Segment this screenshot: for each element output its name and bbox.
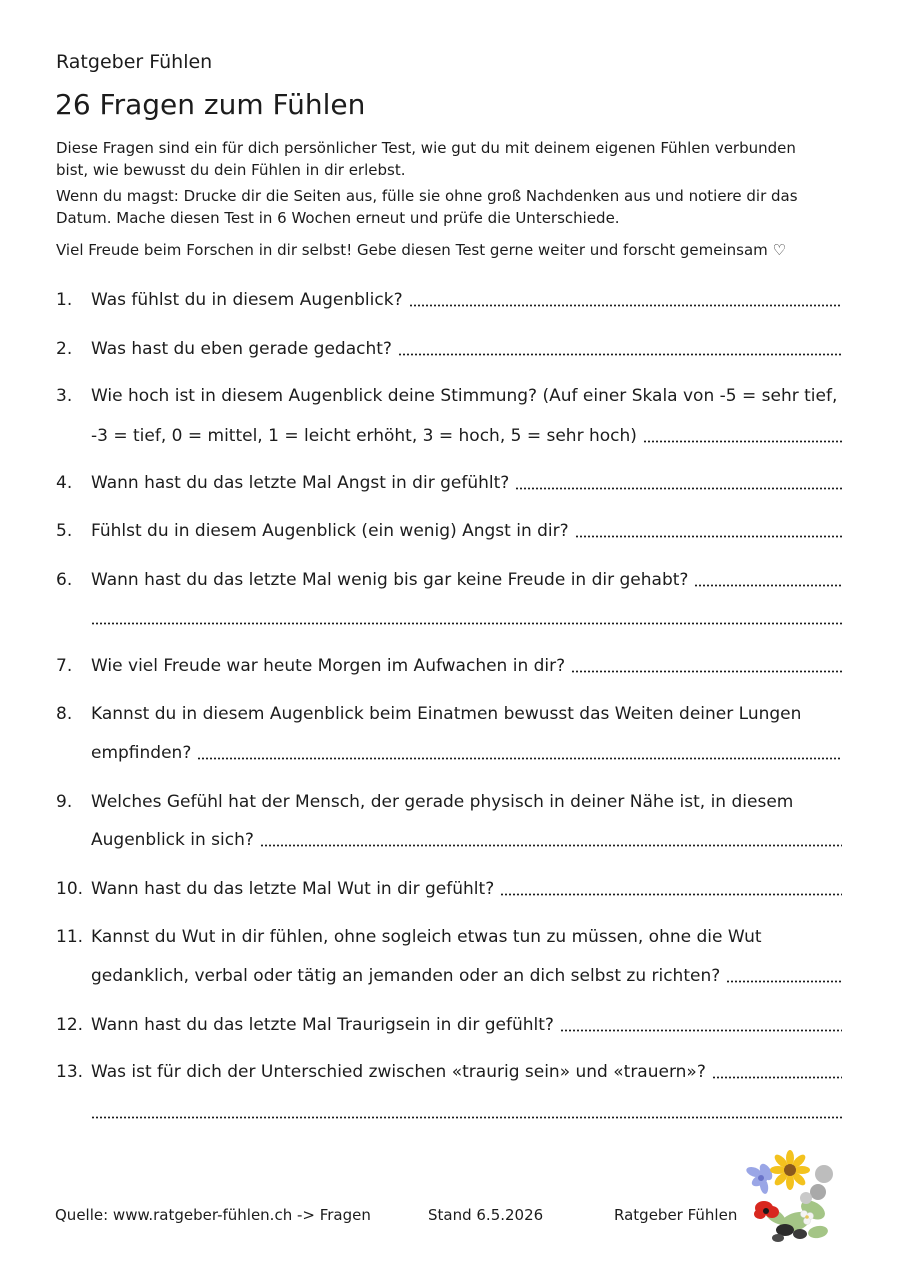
question-number: 5. bbox=[56, 521, 73, 541]
question-text: Was fühlst du in diesem Augenblick? bbox=[91, 290, 403, 310]
answer-line[interactable] bbox=[571, 670, 842, 673]
question-number: 2. bbox=[56, 339, 73, 359]
question-text: Wie viel Freude war heute Morgen im Aufwachen in dir? bbox=[91, 656, 566, 676]
question-text: Wann hast du das letzte Mal Angst in dir gefühlt? bbox=[91, 473, 510, 493]
question-number: 8. bbox=[56, 704, 73, 724]
question-text: Wann hast du das letzte Mal Traurigsein in dir gefühlt? bbox=[91, 1015, 554, 1035]
question-text: Kannst du Wut in dir fühlen, ohne sogleich etwas tun zu müssen, ohne die Wut bbox=[91, 927, 762, 947]
intro-paragraph-3: Viel Freude beim Forschen in dir selbst! Gebe diesen Test gerne weiter und forscht gemeinsam ♡ bbox=[56, 241, 786, 259]
question-text: Was hast du eben gerade gedacht? bbox=[91, 339, 392, 359]
answer-line[interactable] bbox=[560, 1029, 842, 1032]
question-5 bbox=[56, 516, 842, 542]
question-6-answer-extra bbox=[91, 603, 842, 629]
question-3-continued bbox=[91, 421, 842, 447]
answer-line[interactable] bbox=[197, 757, 842, 760]
answer-line[interactable] bbox=[575, 535, 842, 538]
question-text: Augenblick in sich? bbox=[91, 830, 254, 850]
question-1 bbox=[56, 285, 842, 311]
intro-line: Datum. Mache diesen Test in 6 Wochen erneut und prüfe die Unterschiede. bbox=[56, 209, 620, 227]
question-number: 1. bbox=[56, 290, 73, 310]
answer-line[interactable] bbox=[91, 622, 842, 625]
question-8-continued bbox=[91, 738, 842, 764]
question-text: Wann hast du das letzte Mal wenig bis gar keine Freude in dir gehabt? bbox=[91, 570, 689, 590]
question-13 bbox=[56, 1057, 842, 1083]
question-text: Wann hast du das letzte Mal Wut in dir gefühlt? bbox=[91, 879, 495, 899]
page-title: 26 Fragen zum Fühlen bbox=[55, 88, 366, 121]
intro-line: Diese Fragen sind ein für dich persönlicher Test, wie gut du mit deinem eigenen Fühlen verbunden bbox=[56, 139, 796, 157]
question-3 bbox=[56, 381, 842, 407]
question-text: Wie hoch ist in diesem Augenblick deine Stimmung? (Auf einer Skala von -5 = sehr tief, bbox=[91, 386, 838, 406]
flower-bouquet-icon bbox=[740, 1150, 840, 1245]
intro-line: bist, wie bewusst du dein Fühlen in dir erlebst. bbox=[56, 161, 406, 179]
intro-paragraph-1 bbox=[56, 137, 856, 181]
question-text: gedanklich, verbal oder tätig an jemanden oder an dich selbst zu richten? bbox=[91, 966, 721, 986]
answer-line[interactable] bbox=[398, 353, 842, 356]
footer-date: Stand 6.5.2026 bbox=[428, 1206, 544, 1224]
question-number: 13. bbox=[56, 1062, 84, 1082]
question-7 bbox=[56, 651, 842, 677]
question-8 bbox=[56, 699, 842, 725]
question-text: Welches Gefühl hat der Mensch, der gerade physisch in deiner Nähe ist, in diesem bbox=[91, 792, 794, 812]
question-text: Fühlst du in diesem Augenblick (ein wenig) Angst in dir? bbox=[91, 521, 569, 541]
question-text: -3 = tief, 0 = mittel, 1 = leicht erhöht, 3 = hoch, 5 = sehr hoch) bbox=[91, 426, 637, 446]
question-number: 7. bbox=[56, 656, 73, 676]
answer-line[interactable] bbox=[260, 844, 842, 847]
question-11 bbox=[56, 922, 842, 948]
question-number: 10. bbox=[56, 879, 84, 899]
question-number: 3. bbox=[56, 386, 73, 406]
answer-line[interactable] bbox=[726, 980, 842, 983]
question-number: 4. bbox=[56, 473, 73, 493]
footer-brand: Ratgeber Fühlen bbox=[614, 1206, 738, 1224]
answer-line[interactable] bbox=[694, 584, 842, 587]
question-text: Was ist für dich der Unterschied zwischen «traurig sein» und «trauern»? bbox=[91, 1062, 706, 1082]
footer-source-link[interactable]: Quelle: www.ratgeber-fühlen.ch -> Fragen bbox=[55, 1206, 371, 1224]
question-9 bbox=[56, 787, 842, 813]
question-number: 12. bbox=[56, 1015, 84, 1035]
question-text: Kannst du in diesem Augenblick beim Einatmen bewusst das Weiten deiner Lungen bbox=[91, 704, 802, 724]
answer-line[interactable] bbox=[409, 304, 842, 307]
question-13-answer-extra bbox=[91, 1097, 842, 1123]
question-11-continued bbox=[91, 961, 842, 987]
question-10 bbox=[56, 874, 842, 900]
question-number: 9. bbox=[56, 792, 73, 812]
question-2 bbox=[56, 334, 842, 360]
answer-line[interactable] bbox=[500, 893, 842, 896]
page-subtitle: Ratgeber Fühlen bbox=[56, 51, 213, 73]
question-4 bbox=[56, 468, 842, 494]
question-6 bbox=[56, 565, 842, 591]
question-number: 6. bbox=[56, 570, 73, 590]
intro-line: Wenn du magst: Drucke dir die Seiten aus, fülle sie ohne groß Nachdenken aus und notiere dir das bbox=[56, 187, 798, 205]
answer-line[interactable] bbox=[643, 440, 842, 443]
question-text: empfinden? bbox=[91, 743, 192, 763]
intro-paragraph-2 bbox=[56, 185, 856, 229]
question-9-continued bbox=[91, 825, 842, 851]
answer-line[interactable] bbox=[515, 487, 842, 490]
answer-line[interactable] bbox=[91, 1116, 842, 1119]
answer-line[interactable] bbox=[712, 1076, 842, 1079]
question-12 bbox=[56, 1010, 842, 1036]
question-number: 11. bbox=[56, 927, 84, 947]
